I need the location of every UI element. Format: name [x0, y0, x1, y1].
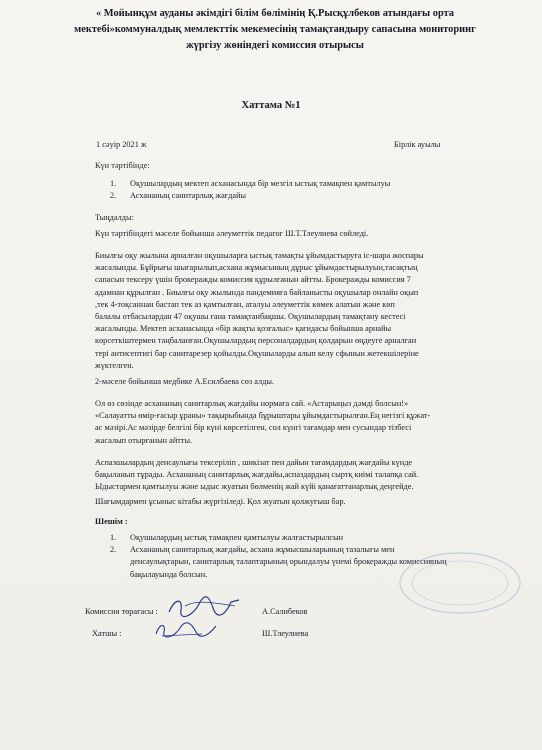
paragraph-line: жүктелген. [95, 360, 134, 370]
agenda-item-text: Асхананың санитарлық жағдайы [130, 191, 247, 201]
document-date: 1 сәуір 2021 ж [96, 140, 147, 149]
chairman-name: А.Салибеков [262, 607, 308, 616]
paragraph-line: тері антисептигі бар санитарезер қойылды.Оқушыларды алып келу сфыныи жетекшілеріне [95, 348, 419, 358]
paragraph-complaints: Шағымдармен ұсыныс кітабы жүргізіледі. Қол жуатын қолжуғыш бар. [95, 497, 346, 506]
title-line: жүргізу жөніндегі комиссия отырысы [186, 40, 364, 51]
resolution-line: Асхананың санитарлық жағдайы, асхана жұмысшыларының тазалығы мен [130, 545, 395, 555]
agenda-list [110, 178, 490, 202]
agenda-item-text: Оқушылардың мектеп асханасында бір мезгіл ыстық тамақпен қамтылуы [130, 179, 391, 188]
resolution-line: денсаулықтарын, санитарлық талаптарының орындалуы үнемі брокеражды комиссияның [130, 557, 447, 567]
resolution-item-number: 2. [110, 545, 117, 555]
paragraph-line: жасалынды. Мектеп асханасында «бір жақты қозғалыс» қағидасы бойынша арнайы [95, 324, 392, 334]
protocol-heading: Хаттама №1 [241, 100, 301, 111]
resolution-item-text: Оқушылардың ыстық тамақпен қамтылуы жалғастырылсын [130, 533, 344, 542]
paragraph-line: сапасын тексеру үшін брокеражды комиссия құрылғанын айтты. Брокеражды комиссия 7 [95, 275, 411, 285]
paragraph-main [95, 250, 507, 372]
document-title [60, 6, 490, 54]
paragraph-line: Биылғы оқу жылына арналған оқушыларға ыстық тамақты ұйымдастыруға іс-шара жоспары [95, 251, 424, 260]
resolution-item [110, 532, 520, 544]
paragraph-nurse [95, 398, 507, 447]
secretary-name: Ш.Тлеулиева [262, 629, 309, 638]
secretary-signature-icon [152, 620, 222, 642]
paragraph-line: адамнан құрылған . Биылғы оқу жылында пандемияға байланысты оқушылар онлайн оқып [95, 287, 419, 297]
agenda-item [110, 178, 490, 190]
paragraph-line: «Салауатты өмір-ғасыр ұраны» тақырыбында бұрыштары ұйымдастырылған.Ең негізгі құжат- [95, 411, 431, 421]
paragraph-speaker: Күн тәртібіндегі мәселе бойынша әлеуметтік педагог Ш.Т.Тлеулиева сөйледі. [95, 229, 369, 238]
document-place: Бірлік ауылы [394, 140, 441, 149]
stamp-icon [390, 548, 530, 618]
paragraph-line: Ыдыстармен қамтылуы және ыдыс жуатын бөлменің жай күйі қанағаттанарлық деңгейде. [95, 482, 414, 492]
chairman-label: Комиссия төрағасы : [85, 607, 158, 616]
agenda-item-number: 2. [110, 191, 117, 201]
paragraph-line: ас мәзірі.Ас мәзірде белгілі бір күні көрсетілген, сол күнгі тағамдар мен сусындар тізбесі [95, 423, 412, 433]
paragraph-line: жасалып отырғанын айтты. [95, 435, 193, 445]
paragraph-line: жасалынды. Бұйрығы шығарылып,асхана жұмысының дұрыс ұйымдастырылуын,тасақтың [95, 263, 418, 273]
paragraph-line: бақыланып тұрады. Асхананың санитарлық жағдайы,аспаздардың сыртқ киімі талапқа сай. [95, 470, 419, 480]
title-line: мектебі»коммуналдық мемлекттік мекемесінің тамақтандыру сапасына мониторинг [74, 24, 476, 35]
agenda-item [110, 190, 490, 202]
resolution-item-number: 1. [110, 533, 117, 542]
resolution-label: Шешім : [95, 517, 128, 526]
title-line: « Мойынқұм ауданы әкімдігі білім бөлімінің Қ.Рысқұлбеков атындағы орта [95, 8, 455, 19]
paragraph-line: Аспазшылардың денсаулығы тексеріліп , шикізат пен дайын тағамдардың жағдайы күнде [95, 458, 413, 467]
listened-label: Тыңдалды: [95, 213, 134, 222]
paragraph-line: ,тек 4-тоқсаннан бастап тек аз қамтылған, аталуы әлеуметтік көмек алатын және көп [95, 299, 395, 309]
resolution-line: бақылауында болсын. [130, 569, 208, 579]
agenda-item-number: 1. [110, 179, 117, 188]
chairman-signature-icon [165, 594, 245, 620]
secretary-label: Хатшы : [92, 629, 122, 638]
paragraph-second-issue: 2-мәселе бойынша медбике А.Есилбаева сөз алды. [95, 377, 274, 386]
agenda-label: Күн тәртібінде: [95, 161, 150, 170]
paragraph-cooks [95, 457, 507, 494]
paragraph-line: балалы отбасылардан 47 оқушы ғана тамақтанбақшы. Оқушылардың тамақтану кестесі [95, 312, 406, 322]
paragraph-line: Ол өз сөзінде асхананың санитарлық жағдайы нормаға сай. «Астарыңыз дәмді болсын!» [95, 399, 409, 408]
paragraph-line: көрсеткіштермен таңбаланған.Оқушылардың персоналдардың қолдарын өңдеуге арналған [95, 336, 417, 346]
